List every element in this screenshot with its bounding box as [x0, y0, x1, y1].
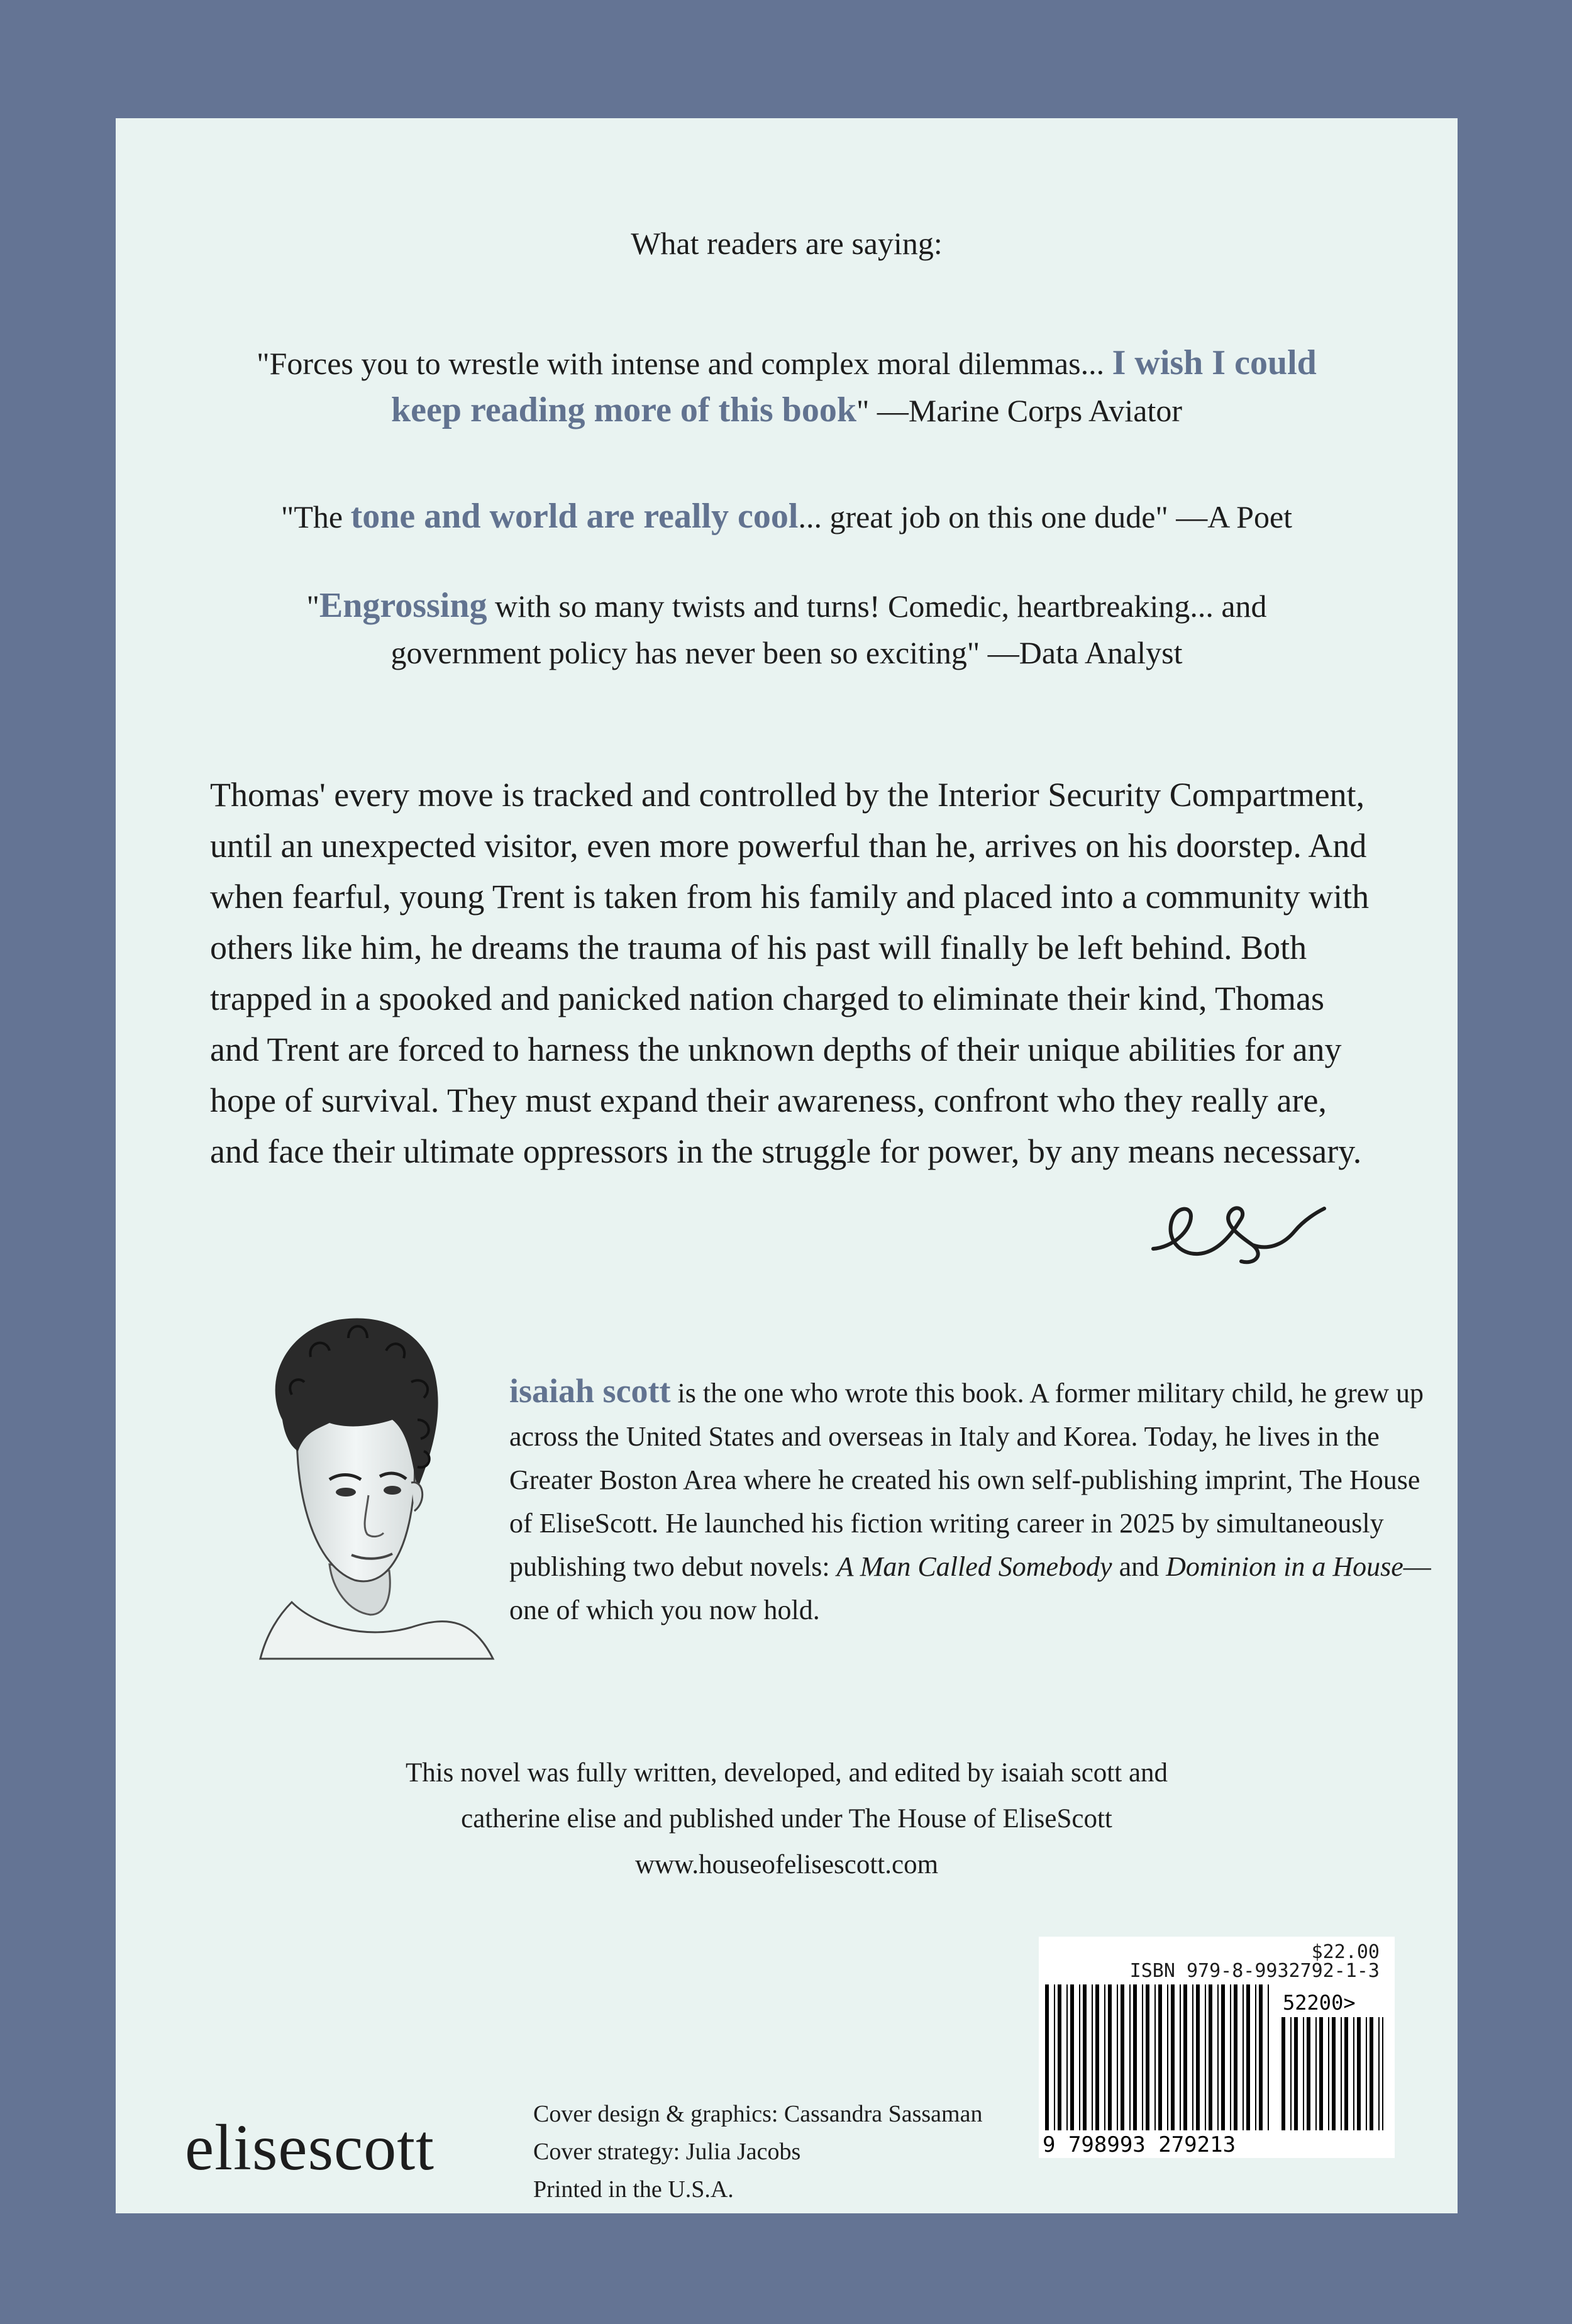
- barcode-bar: [1129, 1984, 1131, 2130]
- cover-design-credit: Cover design & graphics: Cassandra Sassaman: [533, 2101, 983, 2127]
- barcode-bar: [1209, 1984, 1212, 2130]
- barcode-icon: [1039, 1937, 1395, 2158]
- barcode-bar: [1180, 1984, 1181, 2130]
- barcode-bar: [1378, 2017, 1380, 2130]
- review-quote: [116, 493, 1458, 540]
- author-name: isaiah scott: [509, 1372, 671, 1410]
- blurb-text: Thomas' every move is tracked and controlled by the Interior Security Compartment, until an unexpected visitor, even more powerful than he, arrives on his doorstep. And when fearful, young Trent is taken from his family and placed into a community with others like him, he dreams the trauma of his past will finally be left behind. Both trapped in a spooked and panicked nation charged to eliminate their kind, Thomas and Trent are forced to harness the unknown depths of their unique abilities for any hope of survival. They must expand their awareness, confront who they really are, and face their ultimate oppressors in the struggle for power, by any means necessary.: [210, 776, 1370, 1170]
- barcode-isbn: ISBN 979-8-9932792-1-3: [1129, 1960, 1380, 1982]
- quote-line: "Forces you to wrestle with intense and complex moral dilemmas... I wish I could: [257, 343, 1317, 382]
- barcode-bars: [1045, 1984, 1269, 2130]
- barcode-bar: [1083, 1984, 1087, 2130]
- author-portrait-icon: [223, 1300, 499, 1665]
- barcode-bar: [1095, 1984, 1099, 2130]
- barcode-bar: [1205, 1984, 1206, 2130]
- quote-line: "Engrossing with so many twists and turns! Comedic, heartbreaking... and: [306, 586, 1267, 625]
- barcode-bar: [1066, 1984, 1068, 2130]
- book-title: A Man Called Somebody: [836, 1551, 1112, 1582]
- barcode-bar: [1133, 1984, 1137, 2130]
- barcode-bar: [1328, 2017, 1329, 2130]
- barcode-bar: [1117, 1984, 1118, 2130]
- barcode-bar: [1230, 1984, 1231, 2130]
- barcode-bar: [1303, 2017, 1304, 2130]
- barcode-bar: [1366, 2017, 1367, 2130]
- isbn-barcode: [1039, 1937, 1395, 2158]
- credits-line: catherine elise and published under The House of EliseScott: [461, 1804, 1112, 1834]
- barcode-bar: [1290, 2017, 1292, 2130]
- review-quote: [116, 582, 1458, 676]
- website-url: www.houseofelisescott.com: [634, 1850, 939, 1879]
- barcode-bar: [1332, 2017, 1336, 2130]
- barcode-price: $22.00: [1311, 1941, 1380, 1963]
- barcode-bar: [1234, 1984, 1237, 2130]
- barcode-bar: [1054, 1984, 1055, 2130]
- barcode-bar: [1070, 1984, 1074, 2130]
- credits-line: This novel was fully written, developed, and edited by isaiah scott and: [405, 1758, 1168, 1788]
- barcode-bar: [1357, 2017, 1361, 2130]
- barcode-digits: 9 798993 279213: [1043, 2132, 1236, 2157]
- bio-text: isaiah scott is the one who wrote this book. A former military child, he grew up across the United States and overseas in Italy and Korea. Today, he lives in the Greater Boston Area where he created his own self-publishing imprint, The House of EliseScott. He launched his fiction writing career in 2025 by simultaneously publishing two debut novels: A Man Called Somebody and Dominion in a House—one of which you now hold.: [509, 1372, 1431, 1625]
- barcode-bar: [1382, 2017, 1383, 2130]
- quote-highlight: I wish I could: [1112, 343, 1317, 382]
- barcode-bar: [1315, 2017, 1317, 2130]
- barcode-bar: [1255, 1984, 1256, 2130]
- barcode-bar: [1353, 2017, 1354, 2130]
- barcode-bar: [1243, 1984, 1244, 2130]
- publisher-logo: elisescott: [185, 2111, 435, 2184]
- back-cover-panel: [116, 118, 1458, 2213]
- barcode-bar: [1341, 2017, 1342, 2130]
- barcode-bar: [1079, 1984, 1080, 2130]
- signature-logo-icon: [1147, 1181, 1329, 1275]
- quote-line: "The tone and world are really cool... great job on this one dude" —A Poet: [280, 497, 1293, 536]
- barcode-bar: [1259, 1984, 1263, 2130]
- quote-highlight: keep reading more of this book: [390, 390, 856, 429]
- barcode-bar: [1370, 2017, 1373, 2130]
- book-title: Dominion in a House: [1166, 1551, 1403, 1582]
- barcode-bar: [1294, 2017, 1298, 2130]
- design-credits: [533, 2095, 982, 2208]
- barcode-bar: [1058, 1984, 1061, 2130]
- cover-strategy-credit: Cover strategy: Julia Jacobs: [533, 2139, 801, 2165]
- barcode-bar: [1104, 1984, 1105, 2130]
- barcode-bar: [1192, 1984, 1193, 2130]
- barcode-bar: [1183, 1984, 1187, 2130]
- printed-location: Printed in the U.S.A.: [533, 2176, 734, 2203]
- barcode-bar: [1221, 1984, 1225, 2130]
- barcode-bar: [1045, 1984, 1049, 2130]
- barcode-bar: [1167, 1984, 1168, 2130]
- barcode-bar: [1196, 1984, 1200, 2130]
- quote-highlight: Engrossing: [319, 586, 487, 625]
- barcode-bar: [1092, 1984, 1093, 2130]
- review-quote: [116, 340, 1458, 434]
- quote-line: government policy has never been so exciting" —Data Analyst: [390, 635, 1183, 670]
- barcode-bar: [1344, 2017, 1348, 2130]
- barcode-bar: [1217, 1984, 1219, 2130]
- author-bio: [509, 1370, 1440, 1632]
- barcode-bar: [1268, 1984, 1269, 2130]
- barcode-bar: [1246, 1984, 1250, 2130]
- barcode-bar: [1281, 2017, 1285, 2130]
- barcode-bar: [1142, 1984, 1143, 2130]
- quote-highlight: tone and world are really cool: [350, 497, 799, 536]
- barcode-bar: [1146, 1984, 1149, 2130]
- barcode-bar: [1319, 2017, 1323, 2130]
- barcode-bar: [1108, 1984, 1112, 2130]
- barcode-bar: [1121, 1984, 1124, 2130]
- publishing-credits: [116, 1750, 1458, 1888]
- quote-line: keep reading more of this book" —Marine Corps Aviator: [390, 390, 1182, 429]
- barcode-bar: [1158, 1984, 1162, 2130]
- reviews-heading: What readers are saying:: [631, 226, 943, 261]
- barcode-bar: [1307, 2017, 1310, 2130]
- barcode-bar: [1171, 1984, 1175, 2130]
- barcode-addon-digits: 52200>: [1283, 1991, 1356, 2015]
- barcode-bar: [1154, 1984, 1156, 2130]
- barcode-addon-bars: [1281, 2017, 1383, 2130]
- book-blurb: [210, 770, 1380, 1177]
